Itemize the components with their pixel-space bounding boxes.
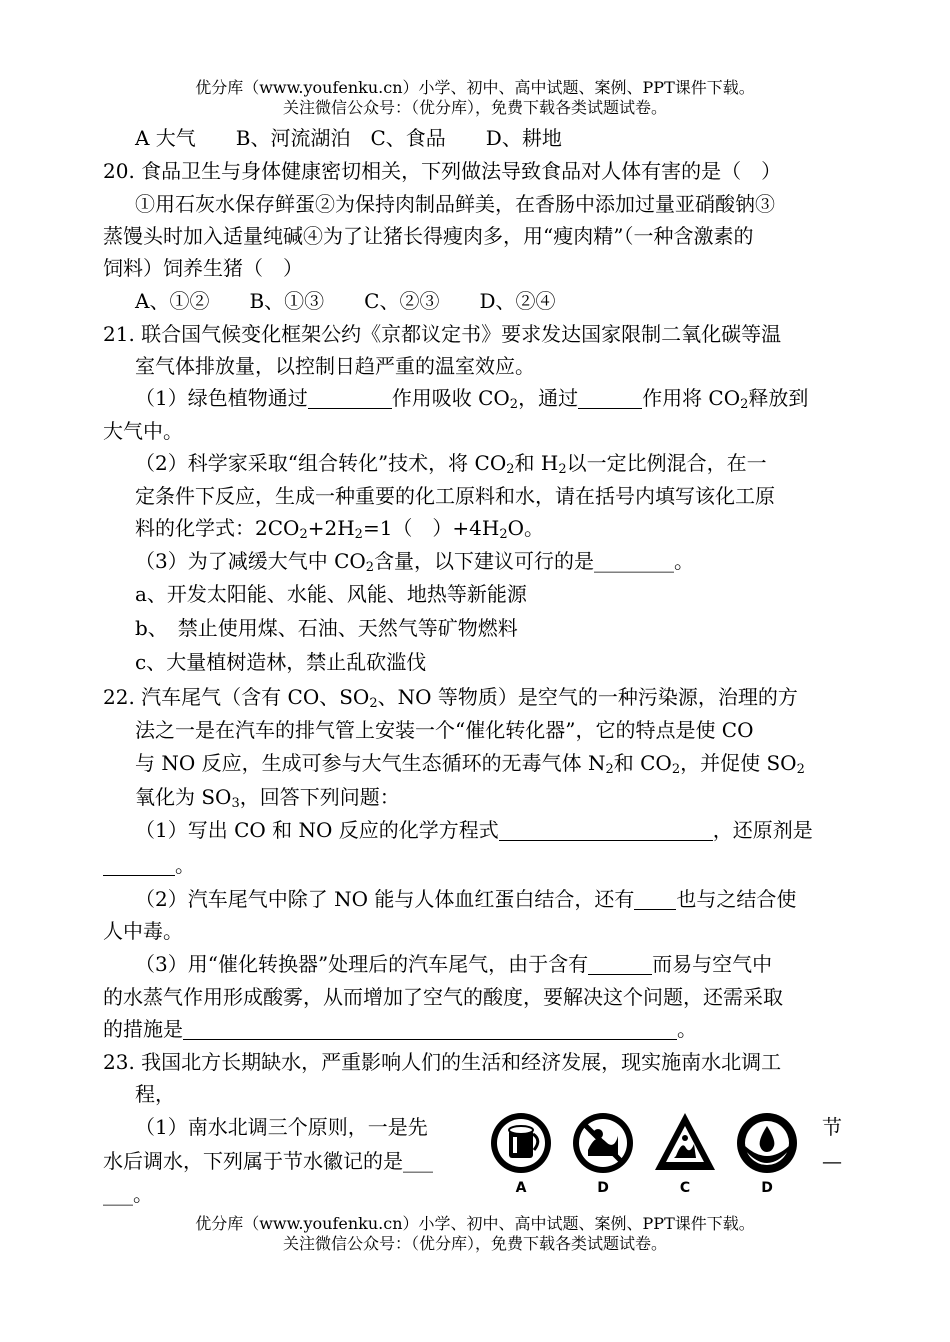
q21-p2-l3-a: 料的化学式：2CO	[135, 516, 300, 540]
q22-p3-l3-b: 。	[677, 1017, 697, 1041]
q22-stem1-b: 、NO 等物质）是空气的一种污染源，治理的方	[377, 685, 798, 709]
q20-line-3: 饲料）饲养生猪（ ）	[103, 256, 303, 280]
q21-part-1: （1）绿色植物通过 作用吸收 $CO_2$，通过 作用将 $CO_2$释放到	[135, 386, 809, 412]
q21-p2-text-b: 和 H	[514, 451, 559, 475]
q22-part-2	[135, 885, 796, 913]
q22-stem-4: 氧化为 $SO_3$，回答下列问题：	[135, 785, 400, 811]
emblem-c-label: C	[679, 1180, 691, 1196]
q21-stem-1: 21. 联合国气候变化框架公约《京都议定书》要求发达国家限制二氧化碳等温	[103, 322, 782, 346]
water-bucket-icon	[488, 1110, 554, 1176]
q23-part-1-line-2-right: —	[822, 1149, 842, 1173]
q22-part-1-cont	[103, 851, 195, 879]
header-line-2: 关注微信公众号：（优分库），免费下载各类试题试卷。	[282, 98, 667, 117]
q22-p3-blank-1[interactable]	[588, 954, 652, 975]
no-pollution-icon	[570, 1110, 636, 1176]
q22-p1-blank-reducer[interactable]	[103, 855, 175, 876]
q22-part-3-line-3	[103, 1015, 697, 1043]
q21-p2-l3-c: =1（ ）+4H	[362, 516, 500, 540]
q21-part-1-cont: 大气中。	[103, 419, 183, 443]
q22-stem-2: 法之一是在汽车的排气管上安装一个“催化转化器”，它的特点是使 CO	[135, 718, 754, 742]
q20-stem: 20. 食品卫生与身体健康密切相关，下列做法导致食品对人体有害的是（ ）	[103, 159, 782, 183]
q22-p1-blank-equation[interactable]	[499, 820, 713, 841]
q22-p1-text-a: （1）写出 CO 和 NO 反应的化学方程式	[135, 818, 499, 842]
q21-p1-blank-2[interactable]	[578, 388, 642, 409]
q21-p1-text-c: ，通过	[518, 386, 579, 410]
q21-part-2-line-3: 料的化学式：$2CO_2+2H_2=1$（ ）$+4H_2O$。	[135, 516, 545, 542]
q21-stem-2: 室气体排放量，以控制日趋严重的温室效应。	[135, 354, 535, 378]
emblem-b[interactable]	[570, 1110, 646, 1206]
q22-p2-text-a: （2）汽车尾气中除了 NO 能与人体血红蛋白结合，还有	[135, 887, 635, 911]
emblem-d-label: D	[761, 1180, 773, 1196]
q22-stem4-b: ，回答下列问题：	[239, 785, 400, 809]
header-line-1: 优分库（www.youfenku.cn）小学、初中、高中试题、案例、PPT课件下载。	[195, 78, 755, 97]
q22-stem-1: 22. 汽车尾气（含有 CO、$SO_2$、NO 等物质）是空气的一种污染源，治理的方	[103, 685, 798, 711]
q21-part-2: （2）科学家采取“组合转化”技术，将 $CO_2$和 $H_2$以一定比例混合，在一	[135, 451, 767, 477]
q22-stem4-a: 氧化为 SO	[135, 785, 232, 809]
q22-stem-3: 与 NO 反应，生成可参与大气生态循环的无毒气体 $N_2$和 $CO_2$，并促使 $SO_2$	[135, 751, 805, 777]
q22-p1-line2: 。	[175, 853, 195, 877]
q21-part-3: （3）为了减缓大气中 $CO_2$含量，以下建议可行的是________。	[135, 549, 695, 575]
q22-p3-text-b: 而易与空气中	[652, 952, 773, 976]
q21-part-2-line-2: 定条件下反应，生成一种重要的化工原料和水，请在括号内填写该化工原	[135, 484, 775, 508]
q23-stem-1: 23. 我国北方长期缺水，严重影响人们的生活和经济发展，现实施南水北调工	[103, 1050, 782, 1074]
q21-p1-text-a: （1）绿色植物通过	[135, 386, 308, 410]
q20-options: A、①② B、①③ C、②③ D、②④	[135, 289, 556, 313]
q21-p2-text-c: 以一定比例混合，在一	[566, 451, 767, 475]
q20-line-2: 蒸馒头时加入适量纯碱④为了让猪长得瘦肉多，用“瘦肉精”（一种含激素的	[103, 224, 754, 248]
emblem-c[interactable]	[652, 1110, 728, 1206]
q21-p1-text-b: 作用吸收 CO	[391, 386, 510, 410]
q22-stem1-a: 22. 汽车尾气（含有 CO、SO	[103, 685, 370, 709]
q21-p2-l3-d: O。	[507, 516, 545, 540]
q21-p1-blank-1[interactable]	[308, 388, 392, 409]
q22-p2-blank[interactable]	[634, 889, 676, 910]
q23-part-1: （1）南水北调三个原则，一是先	[135, 1115, 428, 1139]
emblem-d[interactable]	[734, 1110, 810, 1206]
q22-p3-l3-a: 的措施是	[103, 1017, 183, 1041]
q21-p3-text-b: 含量，以下建议可行的是________。	[374, 549, 695, 573]
q21-p1-text-d: 作用将 CO	[642, 386, 741, 410]
q23-part-1-line-3: ___。	[103, 1182, 153, 1206]
warning-triangle-icon	[652, 1110, 718, 1176]
q23-stem-2: 程，	[135, 1082, 175, 1106]
q20-line-1: ①用石灰水保存鲜蛋②为保持肉制品鲜美，在香肠中添加过量亚硝酸钠③	[135, 192, 775, 216]
q22-stem3-a: 与 NO 反应，生成可参与大气生态循环的无毒气体 N	[135, 751, 606, 775]
q21-option-a: a、开发太阳能、水能、风能、地热等新能源	[135, 582, 527, 606]
footer-line-1: 优分库（www.youfenku.cn）小学、初中、高中试题、案例、PPT课件下载。	[195, 1214, 755, 1233]
q22-p2-text-b: 也与之结合使	[676, 887, 797, 911]
q19-options: A 大气 B、河流湖泊 C、食品 D、耕地	[135, 126, 562, 150]
q22-stem3-c: ，并促使 SO	[680, 751, 797, 775]
q22-p1-text-b: ，还原剂是	[712, 818, 813, 842]
q21-p2-l3-b: +2H	[307, 516, 355, 540]
q22-part-2-cont: 人中毒。	[103, 919, 183, 943]
q23-part-1-line-2: 水后调水，下列属于节水徽记的是___	[103, 1149, 433, 1173]
q21-option-b: b、 禁止使用煤、石油、天然气等矿物燃料	[135, 616, 518, 640]
q22-part-1	[135, 816, 813, 844]
page-footer	[0, 1214, 950, 1254]
q22-stem3-b: 和 CO	[613, 751, 672, 775]
q22-part-3	[135, 950, 772, 978]
q21-p2-text-a: （2）科学家采取“组合转化”技术，将 CO	[135, 451, 507, 475]
q21-p3-text-a: （3）为了减缓大气中 CO	[135, 549, 366, 573]
water-emblems-figure	[488, 1110, 798, 1206]
q21-p1-text-e: 释放到	[748, 386, 809, 410]
emblem-a[interactable]	[488, 1110, 564, 1206]
emblem-a-label: A	[515, 1180, 527, 1196]
water-drop-icon	[734, 1110, 800, 1176]
q22-p3-text-a: （3）用“催化转换器”处理后的汽车尾气，由于含有	[135, 952, 589, 976]
emblem-b-label: D	[597, 1180, 609, 1196]
q21-option-c: c、大量植树造林，禁止乱砍滥伐	[135, 650, 427, 674]
page-header	[0, 78, 950, 118]
q22-part-3-line-2: 的水蒸气作用形成酸雾，从而增加了空气的酸度，要解决这个问题，还需采取	[103, 985, 783, 1009]
footer-line-2: 关注微信公众号：（优分库），免费下载各类试题试卷。	[282, 1234, 667, 1253]
q22-p3-blank-2[interactable]	[183, 1019, 677, 1040]
q23-part-1-right: 节	[822, 1115, 842, 1139]
